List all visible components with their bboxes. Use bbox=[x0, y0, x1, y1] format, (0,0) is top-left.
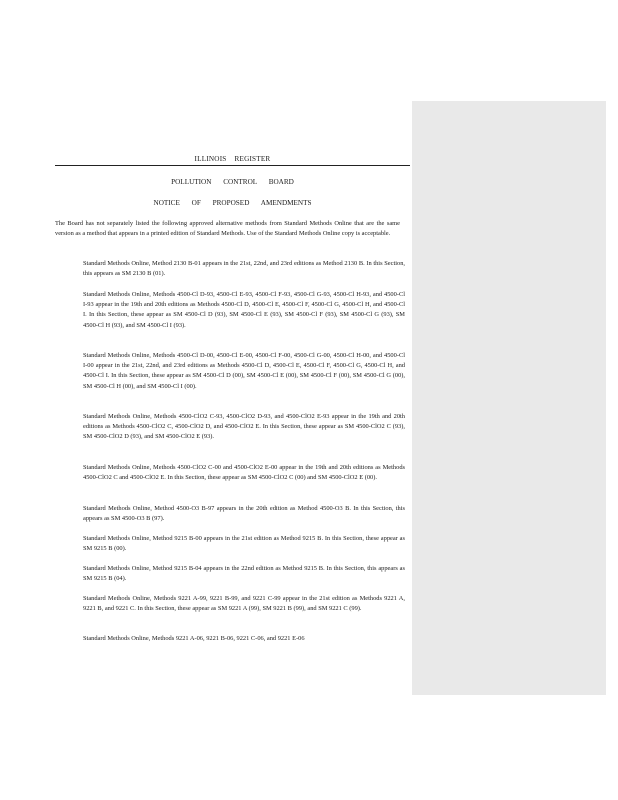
board-heading: POLLUTION CONTROL BOARD bbox=[171, 178, 294, 186]
method-paragraph-2: Standard Methods Online, Methods 4500-Cl D-93, 4500-Cl E-93, 4500-Cl F-93, 4500-Cl G-93, 4500-Cl H-93, and 4500-Cl I-93 appear in the 19th and 20th editions as Methods 4500-Cl D, 4500-Cl E, 4500-Cl F, 4500-Cl G, 4500-Cl H, and 4500-Cl I. In this Section, these appear as SM 4500-Cl D (93), SM 4500-Cl E (93), SM 4500-Cl F (93), SM 4500-Cl G (93), SM 4500-Cl H (93), and SM 4500-Cl I (93). bbox=[83, 291, 405, 329]
method-paragraph-4: Standard Methods Online, Methods 4500-ClO2 C-93, 4500-ClO2 D-93, and 4500-ClO2 E-93 appear in the 19th and 20th editions as Methods 4500-ClO2 C, 4500-ClO2 D, and 4500-ClO2 E. In this Section, these appear as SM 4500-ClO2 C (93), SM 4500-ClO2 D (93), and SM 4500-ClO2 E (93). bbox=[83, 413, 405, 441]
comment-margin-pane bbox=[412, 101, 606, 695]
method-paragraph-6: Standard Methods Online, Method 4500-O3 B-97 appears in the 20th edition as Method 4500-O3 B. In this Section, this appears as SM 4500-O3 B (97). bbox=[83, 505, 405, 523]
method-paragraph-5: Standard Methods Online, Methods 4500-ClO2 C-00 and 4500-ClO2 E-00 appear in the 19th and 20th editions as Methods 4500-ClO2 C and 4500-ClO2 E. In this Section, these appear as SM 4500-ClO2 C (00) and SM 4500-ClO2 E (00). bbox=[83, 464, 405, 482]
method-paragraph-9: Standard Methods Online, Methods 9221 A-99, 9221 B-99, and 9221 C-99 appear in the 21st edition as Methods 9221 A, 9221 B, and 9221 C. In this Section, these appear as SM 9221 A (99), SM 9221 B (99), and SM 9221 C (99). bbox=[83, 595, 405, 613]
intro-paragraph: The Board has not separately listed the following approved alternative methods from Standard Methods Online that are the same version as a method that appears in a printed edition of Standard Methods. Use of the Standard Methods Online copy is acceptable. bbox=[55, 220, 400, 238]
method-paragraph-8: Standard Methods Online, Method 9215 B-04 appears in the 22nd edition as Method 9215 B. In this Section, this appears as SM 9215 B (04). bbox=[83, 565, 405, 583]
method-paragraph-10: Standard Methods Online, Methods 9221 A-06, 9221 B-06, 9221 C-06, and 9221 E-06 bbox=[83, 635, 305, 642]
notice-heading: NOTICE OF PROPOSED AMENDMENTS bbox=[153, 199, 312, 207]
method-paragraph-3: Standard Methods Online, Methods 4500-Cl D-00, 4500-Cl E-00, 4500-Cl F-00, 4500-Cl G-00, 4500-Cl H-00, and 4500-Cl I-00 appear in the 21st, 22nd, and 23rd editions as Methods 4500-Cl D, 4500-Cl E, 4500-Cl F, 4500-Cl G, 4500-Cl H, and 4500-Cl I. In this Section, these appear as SM 4500-Cl D (00), SM 4500-Cl E (00), SM 4500-Cl F (00), SM 4500-Cl G (00), SM 4500-Cl H (00), and SM 4500-Cl I (00). bbox=[83, 352, 405, 390]
header-rule bbox=[55, 165, 410, 166]
register-header: ILLINOIS REGISTER bbox=[194, 155, 271, 163]
method-paragraph-1: Standard Methods Online, Method 2130 B-01 appears in the 21st, 22nd, and 23rd editions as Method 2130 B. In this Section, this appears as SM 2130 B (01). bbox=[83, 260, 405, 278]
method-paragraph-7: Standard Methods Online, Method 9215 B-00 appears in the 21st edition as Method 9215 B. In this Section, these appear as SM 9215 B (00). bbox=[83, 535, 405, 553]
